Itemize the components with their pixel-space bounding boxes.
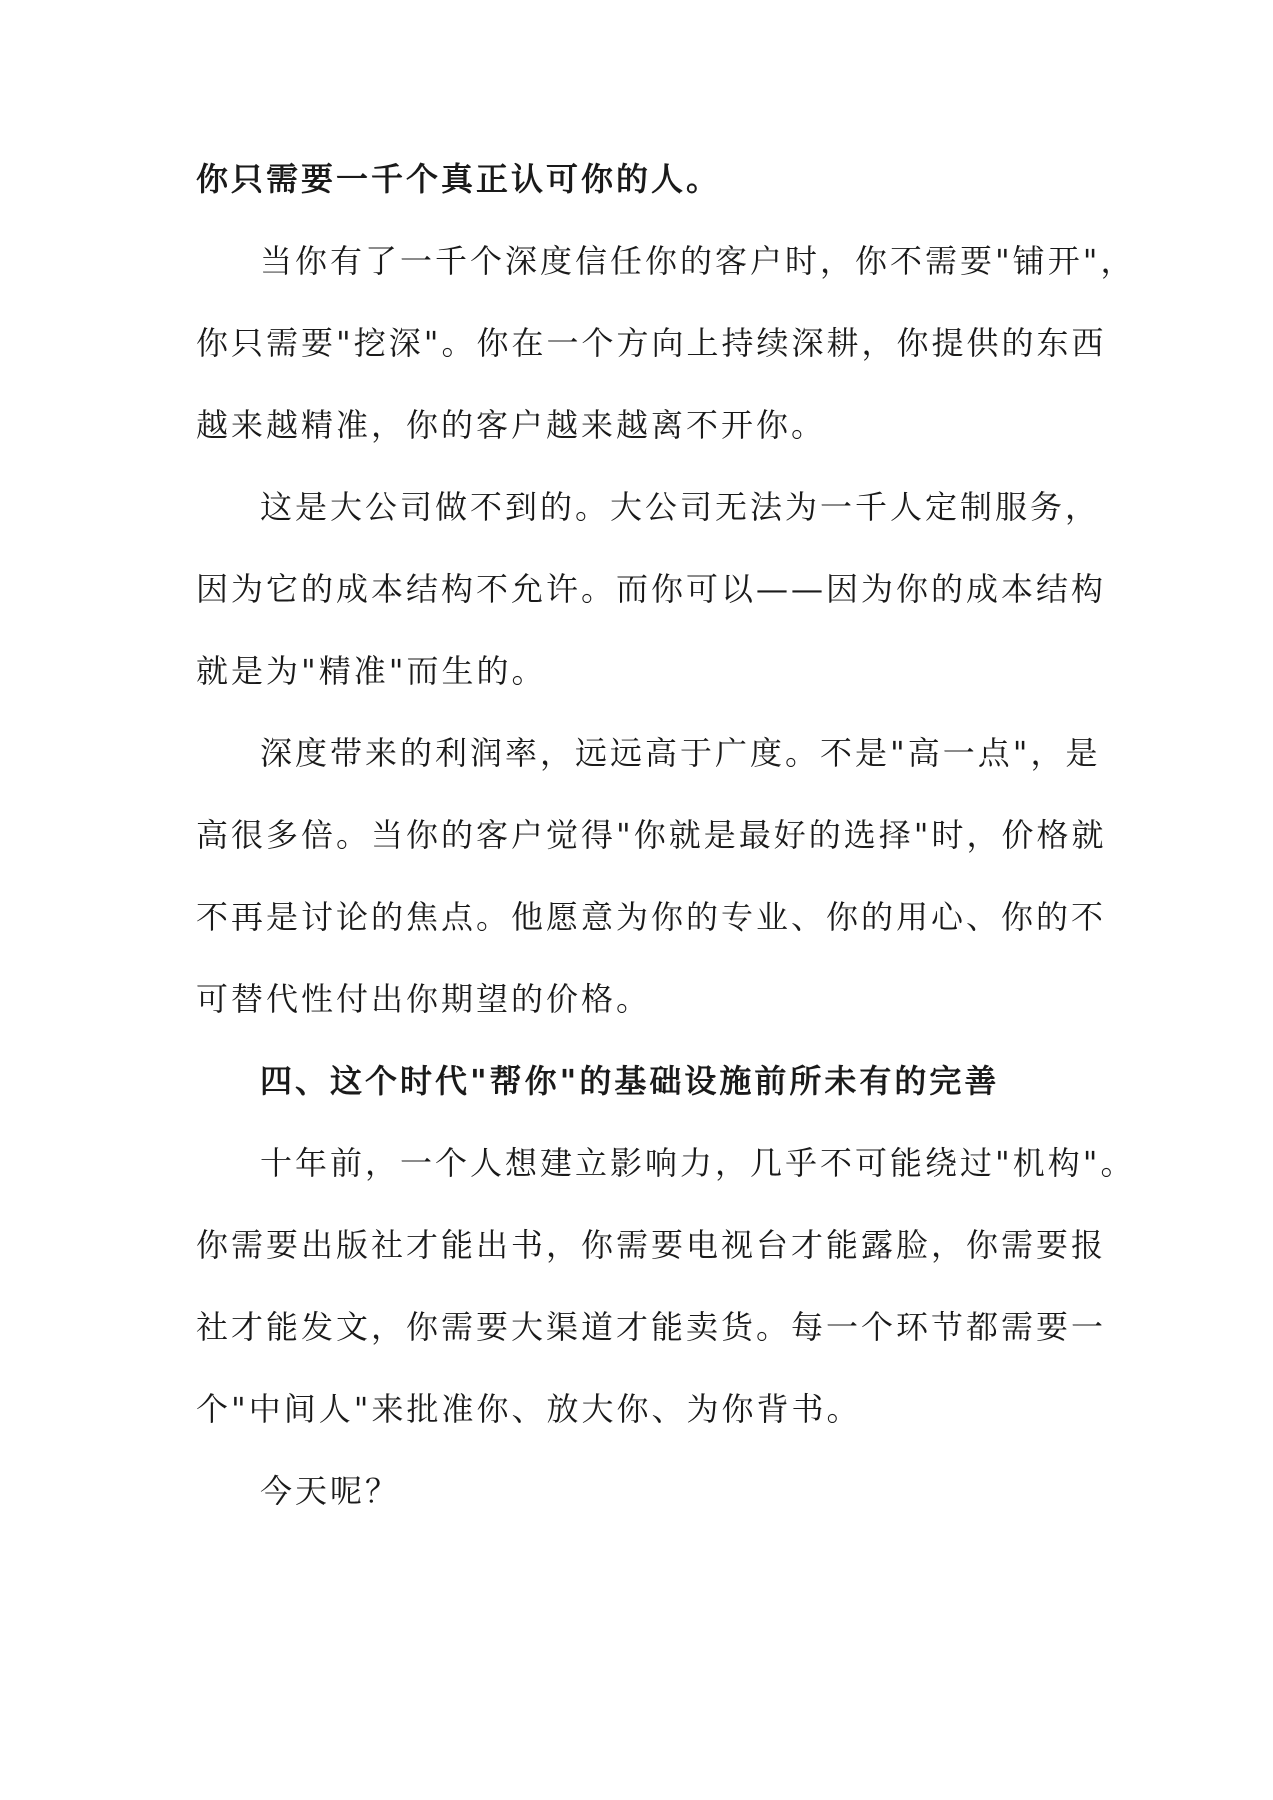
paragraph-line: 可替代性付出你期望的价格。 — [196, 980, 652, 1018]
paragraph-line: 你只需要"挖深"。你在一个方向上持续深耕，你提供的东西 — [196, 324, 1107, 362]
paragraph-line: 当你有了一千个深度信任你的客户时，你不需要"铺开"， — [260, 242, 1136, 280]
paragraph-line: 今天呢？ — [260, 1472, 401, 1510]
body-text — [196, 138, 1136, 1532]
paragraph-line: 个"中间人"来批准你、放大你、为你背书。 — [196, 1390, 862, 1428]
paragraph-line: 你需要出版社才能出书，你需要电视台才能露脸，你需要报 — [196, 1226, 1107, 1264]
paragraph-line: 越来越精准，你的客户越来越离不开你。 — [196, 406, 827, 444]
paragraph-line: 你只需要一千个真正认可你的人。 — [196, 160, 722, 198]
paragraph-line: 因为它的成本结构不允许。而你可以——因为你的成本结构 — [196, 570, 1107, 608]
paragraph-line: 这是大公司做不到的。大公司无法为一千人定制服务， — [260, 488, 1101, 526]
paragraph-line: 不再是讨论的焦点。他愿意为你的专业、你的用心、你的不 — [196, 898, 1107, 936]
paragraph-line: 社才能发文，你需要大渠道才能卖货。每一个环节都需要一 — [196, 1308, 1107, 1346]
paragraph-line: 高很多倍。当你的客户觉得"你就是最好的选择"时，价格就 — [196, 816, 1107, 854]
section-heading: 四、这个时代"帮你"的基础设施前所未有的完善 — [260, 1062, 1000, 1100]
paragraph-line: 就是为"精准"而生的。 — [196, 652, 547, 690]
paragraph-line: 十年前，一个人想建立影响力，几乎不可能绕过"机构"。 — [260, 1144, 1136, 1182]
paragraph-line: 深度带来的利润率，远远高于广度。不是"高一点"，是 — [260, 734, 1101, 772]
